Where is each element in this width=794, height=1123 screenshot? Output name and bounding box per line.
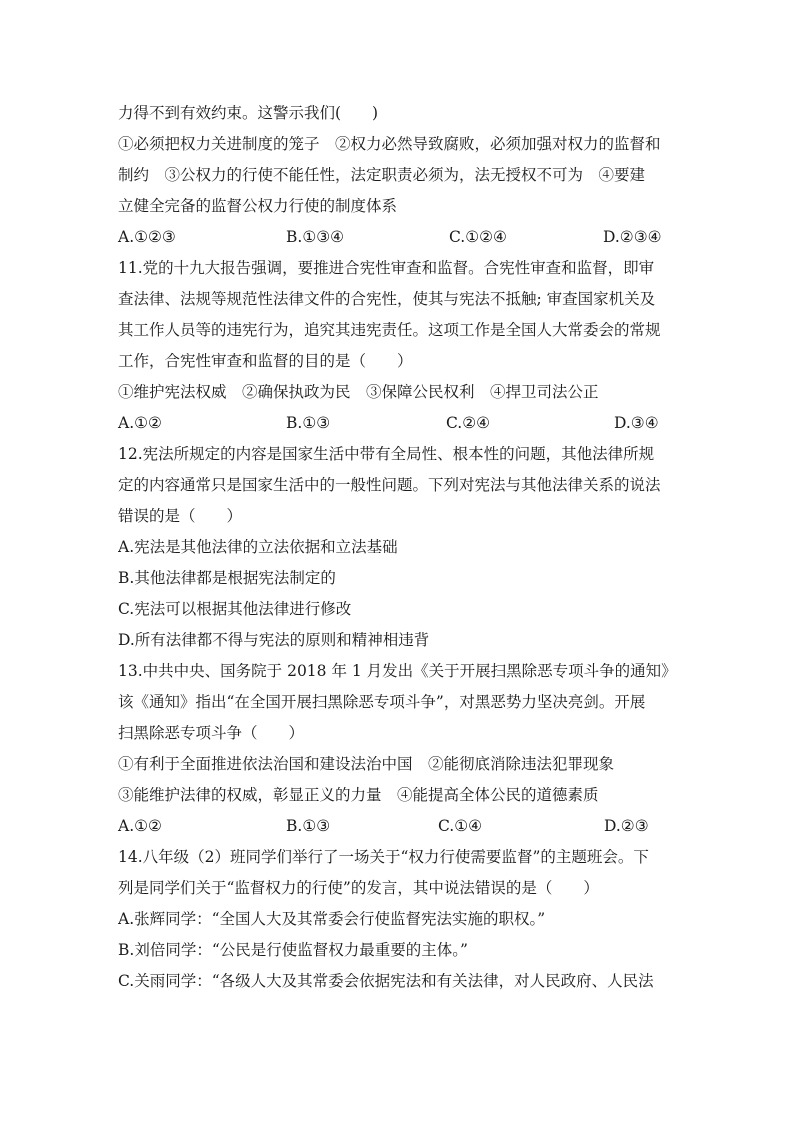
q13-option-a[interactable]: A.①② (118, 817, 162, 835)
q12-option-b[interactable]: B.其他法律都是根据宪法制定的 (118, 569, 336, 587)
q10-option-b[interactable]: B.①③④ (286, 228, 345, 246)
q11-stem-line-3: 其工作人员等的违宪行为，追究其违宪责任。这项工作是全国人大常委会的常规 (118, 321, 661, 339)
q14-option-c[interactable]: C.关雨同学：“各级人大及其常委会依据宪法和有关法律，对人民政府、人民法 (118, 972, 654, 990)
q11-options (118, 408, 678, 439)
q11-option-d[interactable]: D.③④ (614, 414, 659, 432)
q13-options (118, 811, 678, 842)
q11-option-c[interactable]: C.②④ (446, 414, 491, 432)
q11-option-a[interactable]: A.①② (118, 414, 162, 432)
q13-statement-line-1: ①有利于全面推进依法治国和建设法治中国 ②能彻底消除违法犯罪现象 (118, 755, 615, 773)
q10-statement-line-2: 制约 ③公权力的行使不能任性，法定职责必须为，法无授权不可为 ④要建 (118, 166, 646, 184)
q12-option-c[interactable]: C.宪法可以根据其他法律进行修改 (118, 600, 352, 618)
q10-options (118, 222, 678, 253)
q13-stem-line-3: 扫黑除恶专项斗争（ ） (118, 724, 305, 742)
q11-option-b[interactable]: B.①③ (286, 414, 331, 432)
q13-option-d[interactable]: D.②③ (604, 817, 649, 835)
q14-stem-line-1: 14.八年级（2）班同学们举行了一场关于“权力行使需要监督”的主题班会。下 (118, 848, 649, 866)
q13-option-c[interactable]: C.①④ (438, 817, 483, 835)
exam-page (118, 98, 678, 997)
q13-stem-line-2: 该《通知》指出“在全国开展扫黑除恶专项斗争”，对黑恶势力坚决亮剑。开展 (118, 693, 646, 711)
q12-stem-line-3: 错误的是（ ） (118, 507, 243, 525)
q13-stem-line-1: 13.中共中央、国务院于 2018 年 1 月发出《关于开展扫黑除恶专项斗争的通知》 (118, 662, 677, 680)
q14-option-b[interactable]: B.刘倍同学：“公民是行使监督权力最重要的主体。” (118, 941, 468, 959)
q13-option-b[interactable]: B.①③ (286, 817, 331, 835)
q12-option-a[interactable]: A.宪法是其他法律的立法依据和立法基础 (118, 538, 398, 556)
q11-stem-line-4: 工作，合宪性审查和监督的目的是（ ） (118, 352, 413, 370)
q12-stem-line-1: 12.宪法所规定的内容是国家生活中带有全局性、根本性的问题，其他法律所规 (118, 445, 655, 463)
q11-stem-line-2: 查法律、法规等规范性法律文件的合宪性，使其与宪法不抵触; 审查国家机关及 (118, 290, 656, 308)
q10-continuation: 力得不到有效约束。这警示我们( ) (118, 104, 379, 122)
q14-option-a[interactable]: A.张辉同学：“全国人大及其常委会行使监督宪法实施的职权。” (118, 910, 546, 928)
q10-option-a[interactable]: A.①②③ (118, 228, 176, 246)
q13-statement-line-2: ③能维护法律的权威，彰显正义的力量 ④能提高全体公民的道德素质 (118, 786, 599, 804)
q10-statement-line-3: 立健全完备的监督公权力行使的制度体系 (118, 197, 398, 215)
q11-statements: ①维护宪法权威 ②确保执政为民 ③保障公民权利 ④捍卫司法公正 (118, 383, 599, 401)
q12-option-d[interactable]: D.所有法律都不得与宪法的原则和精神相违背 (118, 631, 430, 649)
q11-stem-line-1: 11.党的十九大报告强调，要推进合宪性审查和监督。合宪性审查和监督，即审 (118, 259, 655, 277)
q10-statement-line-1: ①必须把权力关进制度的笼子 ②权力必然导致腐败，必须加强对权力的监督和 (118, 135, 661, 153)
q12-stem-line-2: 定的内容通常只是国家生活中的一般性问题。下列对宪法与其他法律关系的说法 (118, 476, 661, 494)
q14-stem-line-2: 列是同学们关于“监督权力的行使”的发言，其中说法错误的是（ ） (118, 879, 599, 897)
q10-option-d[interactable]: D.②③④ (603, 228, 662, 246)
q10-option-c[interactable]: C.①②④ (449, 228, 507, 246)
